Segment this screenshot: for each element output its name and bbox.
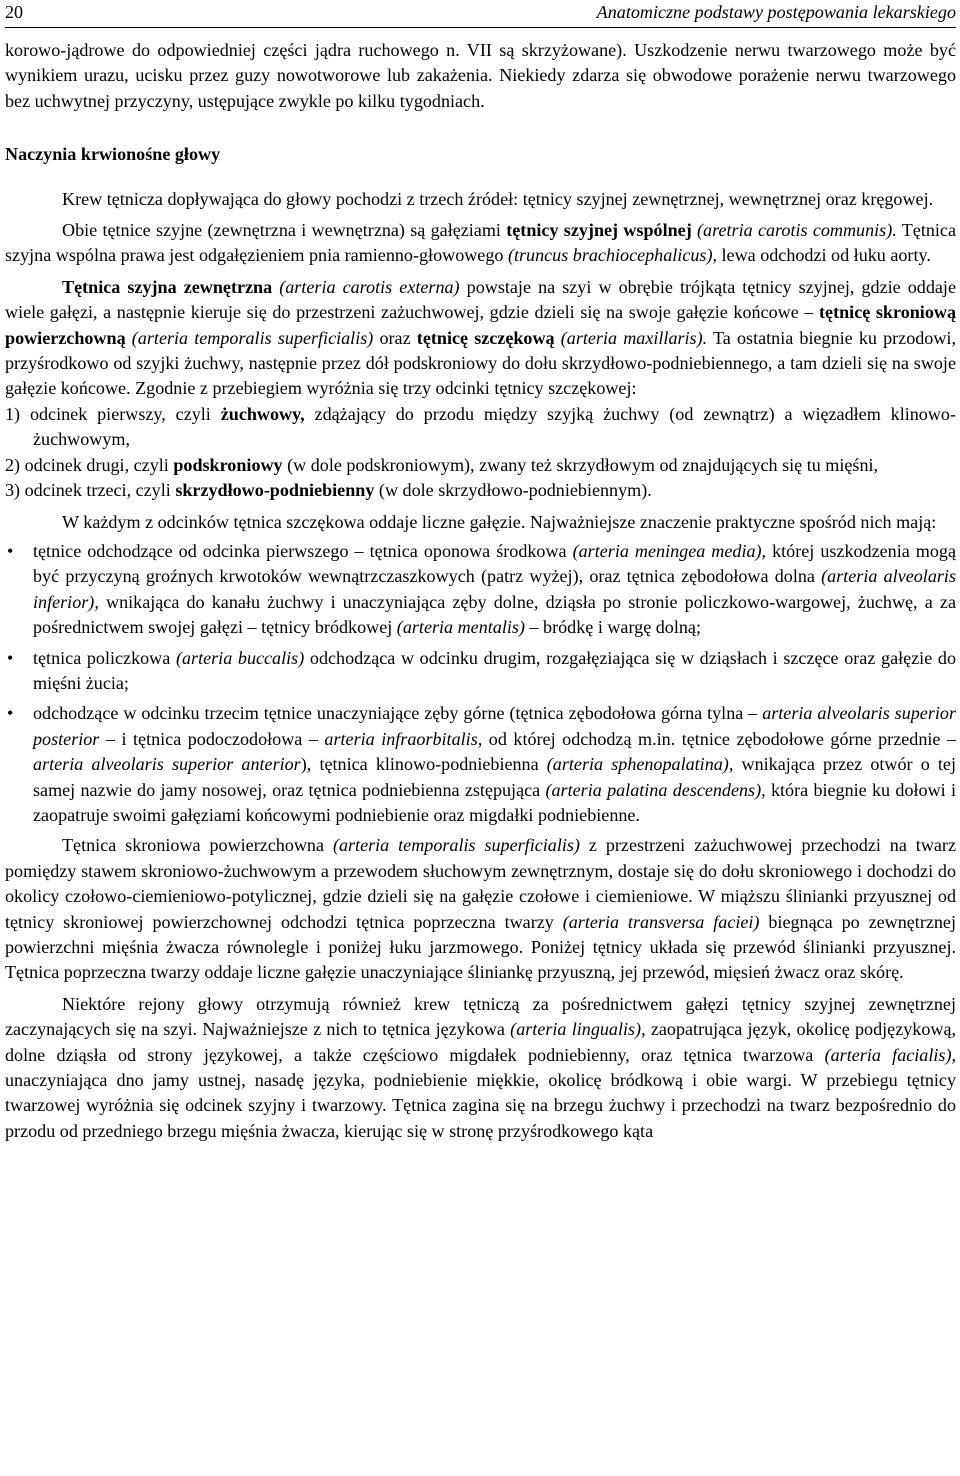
bullet-item (5, 539, 956, 641)
paragraph-neck-branches (5, 992, 956, 1144)
text-run: od której odchodzą m.in. tętnice zębodołowe górne przednie – (482, 728, 956, 749)
text-run: (w dole podskroniowym), zwany też skrzydłowym od znajdujących się tu mięśni, (282, 454, 879, 475)
text-run: Tętnica skroniowa powierzchowna (62, 835, 333, 856)
list-item (5, 402, 956, 453)
paragraph-carotid-external (5, 275, 956, 402)
latin-term: (truncus brachiocephalicus), (507, 245, 717, 266)
bullet-item (5, 701, 956, 828)
bullet-list (5, 539, 956, 828)
latin-term: (arteria facialis), (824, 1044, 956, 1065)
latin-term: arteria alveolaris superior anterior (33, 754, 301, 775)
latin-term: (arteria palatina descendens), (545, 779, 766, 800)
text-run: 3) odcinek trzeci, czyli (5, 480, 176, 501)
text-run: z przestrzeni zażuchwowej przechodzi na twarz pomiędzy stawem skroniowo-żuchwowym a przewodem słuchowym zewnętrznym, dostaje się do dołu skroniowego i dochodzi do okolicy czołowo-ciemieniowo-potylicznej, gdzie dzieli się na gałęzie czołowe i ciemieniowe. W miąższu ślinianki przyusznej od tętnicy skroniowej powierzchownej odchodzi tętnica poprzeczna twarzy (5, 835, 956, 932)
paragraph-continuation: korowo-jądrowe do odpowiedniej części jądra ruchowego n. VII są skrzyżowane). Uszkodzenie nerwu twarzowego może być wynikiem urazu, ucisku przez guzy nowotworowe lub zakażenia. Niekiedy zdarza się obwodowe porażenie nerwu twarzowego bez uchwytnej przyczyny, ustępujące zwykle po kilku tygodniach. (5, 40, 956, 111)
text-run: Tętnica szyjna wspólna prawa jest odgałęzieniem pnia ramienno-głowowego (5, 220, 956, 266)
list-item (5, 453, 956, 478)
bold-term: Tętnica szyjna zewnętrzna (62, 276, 273, 297)
text-run: lewa odchodzi od łuku aorty. (717, 245, 931, 266)
text-run: której uszkodzenia mogą być przyczyną groźnych krwotoków wewnątrzczaszkowych (patrz wyżej), oraz tętnica zębodołowa dolna (33, 540, 956, 587)
bold-term: podskroniowy (173, 454, 283, 475)
list-item (5, 478, 956, 503)
text-run: wnikająca do kanału żuchwy i unaczyniająca zęby dolne, dziąsła po stronie policzkowo-wargowej, żuchwę, a za pośrednictwem swojej gałęzi – tętnicy bródkowej (33, 591, 956, 638)
latin-term: (arteria transversa faciei) (562, 911, 760, 932)
numbered-list (5, 402, 956, 504)
text-run: Niektóre rejony głowy otrzymują również krew tętniczą za pośrednictwem gałęzi tętnicy szyjnej zewnętrznej zaczynających się na szyi. Najważniejsze z nich to tętnica językowa (5, 993, 956, 1040)
latin-term: (arteria carotis externa) (279, 276, 460, 297)
page-header (5, 0, 956, 28)
text-run: która biegnie ku dołowi i zaopatruje swoimi gałęziami końcowymi podniebienie oraz migdałki podniebienne. (33, 779, 957, 825)
page-number: 20 (5, 2, 24, 22)
paragraph-blood-supply: Krew tętnicza dopływająca do głowy pochodzi z trzech źródeł: tętnicy szyjnej zewnętrznej, wewnętrznej oraz kręgowej. (62, 188, 934, 209)
bold-term: tętnicę szczękową (416, 327, 555, 348)
running-title: Anatomiczne podstawy postępowania lekarskiego (596, 2, 956, 22)
text-run: Ta ostatnia biegnie ku przodowi, przyśrodkowo od szyjki żuchwy, następnie przez dół podskroniowy do dołu skrzydłowo-podniebiennego, a tam dzieli się na swoje gałęzie końcowe. Zgodnie z przebiegiem wyróżnia się trzy odcinki tętnicy szczękowej: (5, 327, 956, 399)
latin-term: (arteria alveolaris inferior), (33, 566, 956, 612)
text-run: oraz (373, 327, 417, 348)
latin-term: (arteria sphenopalatina), (546, 754, 734, 775)
text-run: zaopatrująca język, okolicę podjęzykową, dolne dziąsła od strony językowej, a także częściowo migdałek podniebienny, oraz tętnica twarzowa (5, 1019, 956, 1065)
latin-term: arteria infraorbitalis, (324, 728, 483, 749)
paragraph-temporal-artery (5, 833, 956, 985)
text-run: (w dole skrzydłowo-podniebiennym). (374, 480, 652, 501)
text-run: odchodzące w odcinku trzecim tętnice unaczyniające zęby górne (tętnica zębodołowa górna tylna – (33, 703, 763, 724)
text-run: odchodząca w odcinku drugim, rozgałęziająca się w dziąsłach i szczęce oraz gałęzie do mięśni żucia; (33, 647, 956, 693)
bold-term: tętnicy szyjnej wspólnej (506, 220, 692, 241)
text-run: – bródkę i wargę dolną; (524, 617, 701, 638)
bold-term: skrzydłowo-podniebienny (175, 480, 375, 501)
bold-term: tętnicę skroniową powierzchowną (5, 302, 956, 348)
latin-term: (arteria mentalis) (396, 617, 525, 638)
latin-term: (arteria buccalis) (175, 647, 305, 668)
text-run: unaczyniająca dno jamy ustnej, nasadę języka, podniebienie miękkie, okolicę bródkową i obie wargi. W przebiegu tętnicy twarzowej wyróżnia się odcinek szyjny i twarzowy. Tętnica zagina się na brzegu żuchwy i przechodzi na twarz bezpośrednio do przodu od przedniego brzegu mięśnia żwacza, kierując się w stronę przyśrodkowego kąta (5, 1070, 956, 1141)
latin-term: (arteria meningea media), (572, 540, 767, 561)
text-run: ), tętnica klinowo-podniebienna (300, 754, 547, 775)
text-run: Obie tętnice szyjne (zewnętrzna i wewnętrzna) są gałęziami (62, 220, 507, 241)
latin-term: (arteria lingualis), (510, 1019, 646, 1040)
latin-term: arteria alveolaris superior posterior (33, 703, 956, 749)
text-run: biegnąca po zewnętrznej powierzchni mięśnia żwacza równolegle i poniżej łuku jarzmowego. Poniżej tętnicy układa się przewód ślinianki przyusznej. Tętnica poprzeczna twarzy oddaje liczne gałęzie unaczyniające śliniankę przyuszną, jej przewód, mięsień żwacz oraz skórę. (5, 911, 956, 983)
bullet-item (5, 646, 956, 697)
text-run: 2) odcinek drugi, czyli (5, 454, 174, 475)
bold-term: żuchwowy, (220, 403, 305, 424)
text-run: 1) odcinek pierwszy, czyli (5, 403, 221, 424)
text-run: – i tętnica podoczodołowa – (99, 728, 325, 749)
latin-term: (arteria temporalis superficialis) (131, 327, 374, 348)
text-run: tętnice odchodzące od odcinka pierwszego – tętnica oponowa środkowa (33, 540, 573, 561)
paragraph-carotid-common (5, 218, 956, 269)
text-run: wnikająca przez otwór o tej samej nazwie do jamy nosowej, oraz tętnica podniebienna zstępująca (33, 754, 956, 800)
text-run: tętnica policzkowa (33, 647, 176, 668)
paragraph-branches-intro: W każdym z odcinków tętnica szczękowa oddaje liczne gałęzie. Najważniejsze znaczenie praktyczne spośród nich mają: (62, 511, 937, 532)
text-run: powstaje na szyi w obrębie trójkąta tętnicy szyjnej, gdzie oddaje wiele gałęzi, a następnie kieruje się do przestrzeni zażuchwowej, gdzie dzieli się na swoje gałęzie końcowe – (5, 276, 956, 323)
text-run: zdążający do przodu między szyjką żuchwy (od zewnątrz) a więzadłem klinowo-żuchwowym, (33, 403, 956, 450)
latin-term: (arteria temporalis superficialis) (332, 835, 580, 856)
section-heading: Naczynia krwionośne głowy (5, 144, 221, 165)
latin-term: (arteria maxillaris). (560, 327, 708, 348)
latin-term: (aretria carotis communis). (697, 220, 897, 241)
